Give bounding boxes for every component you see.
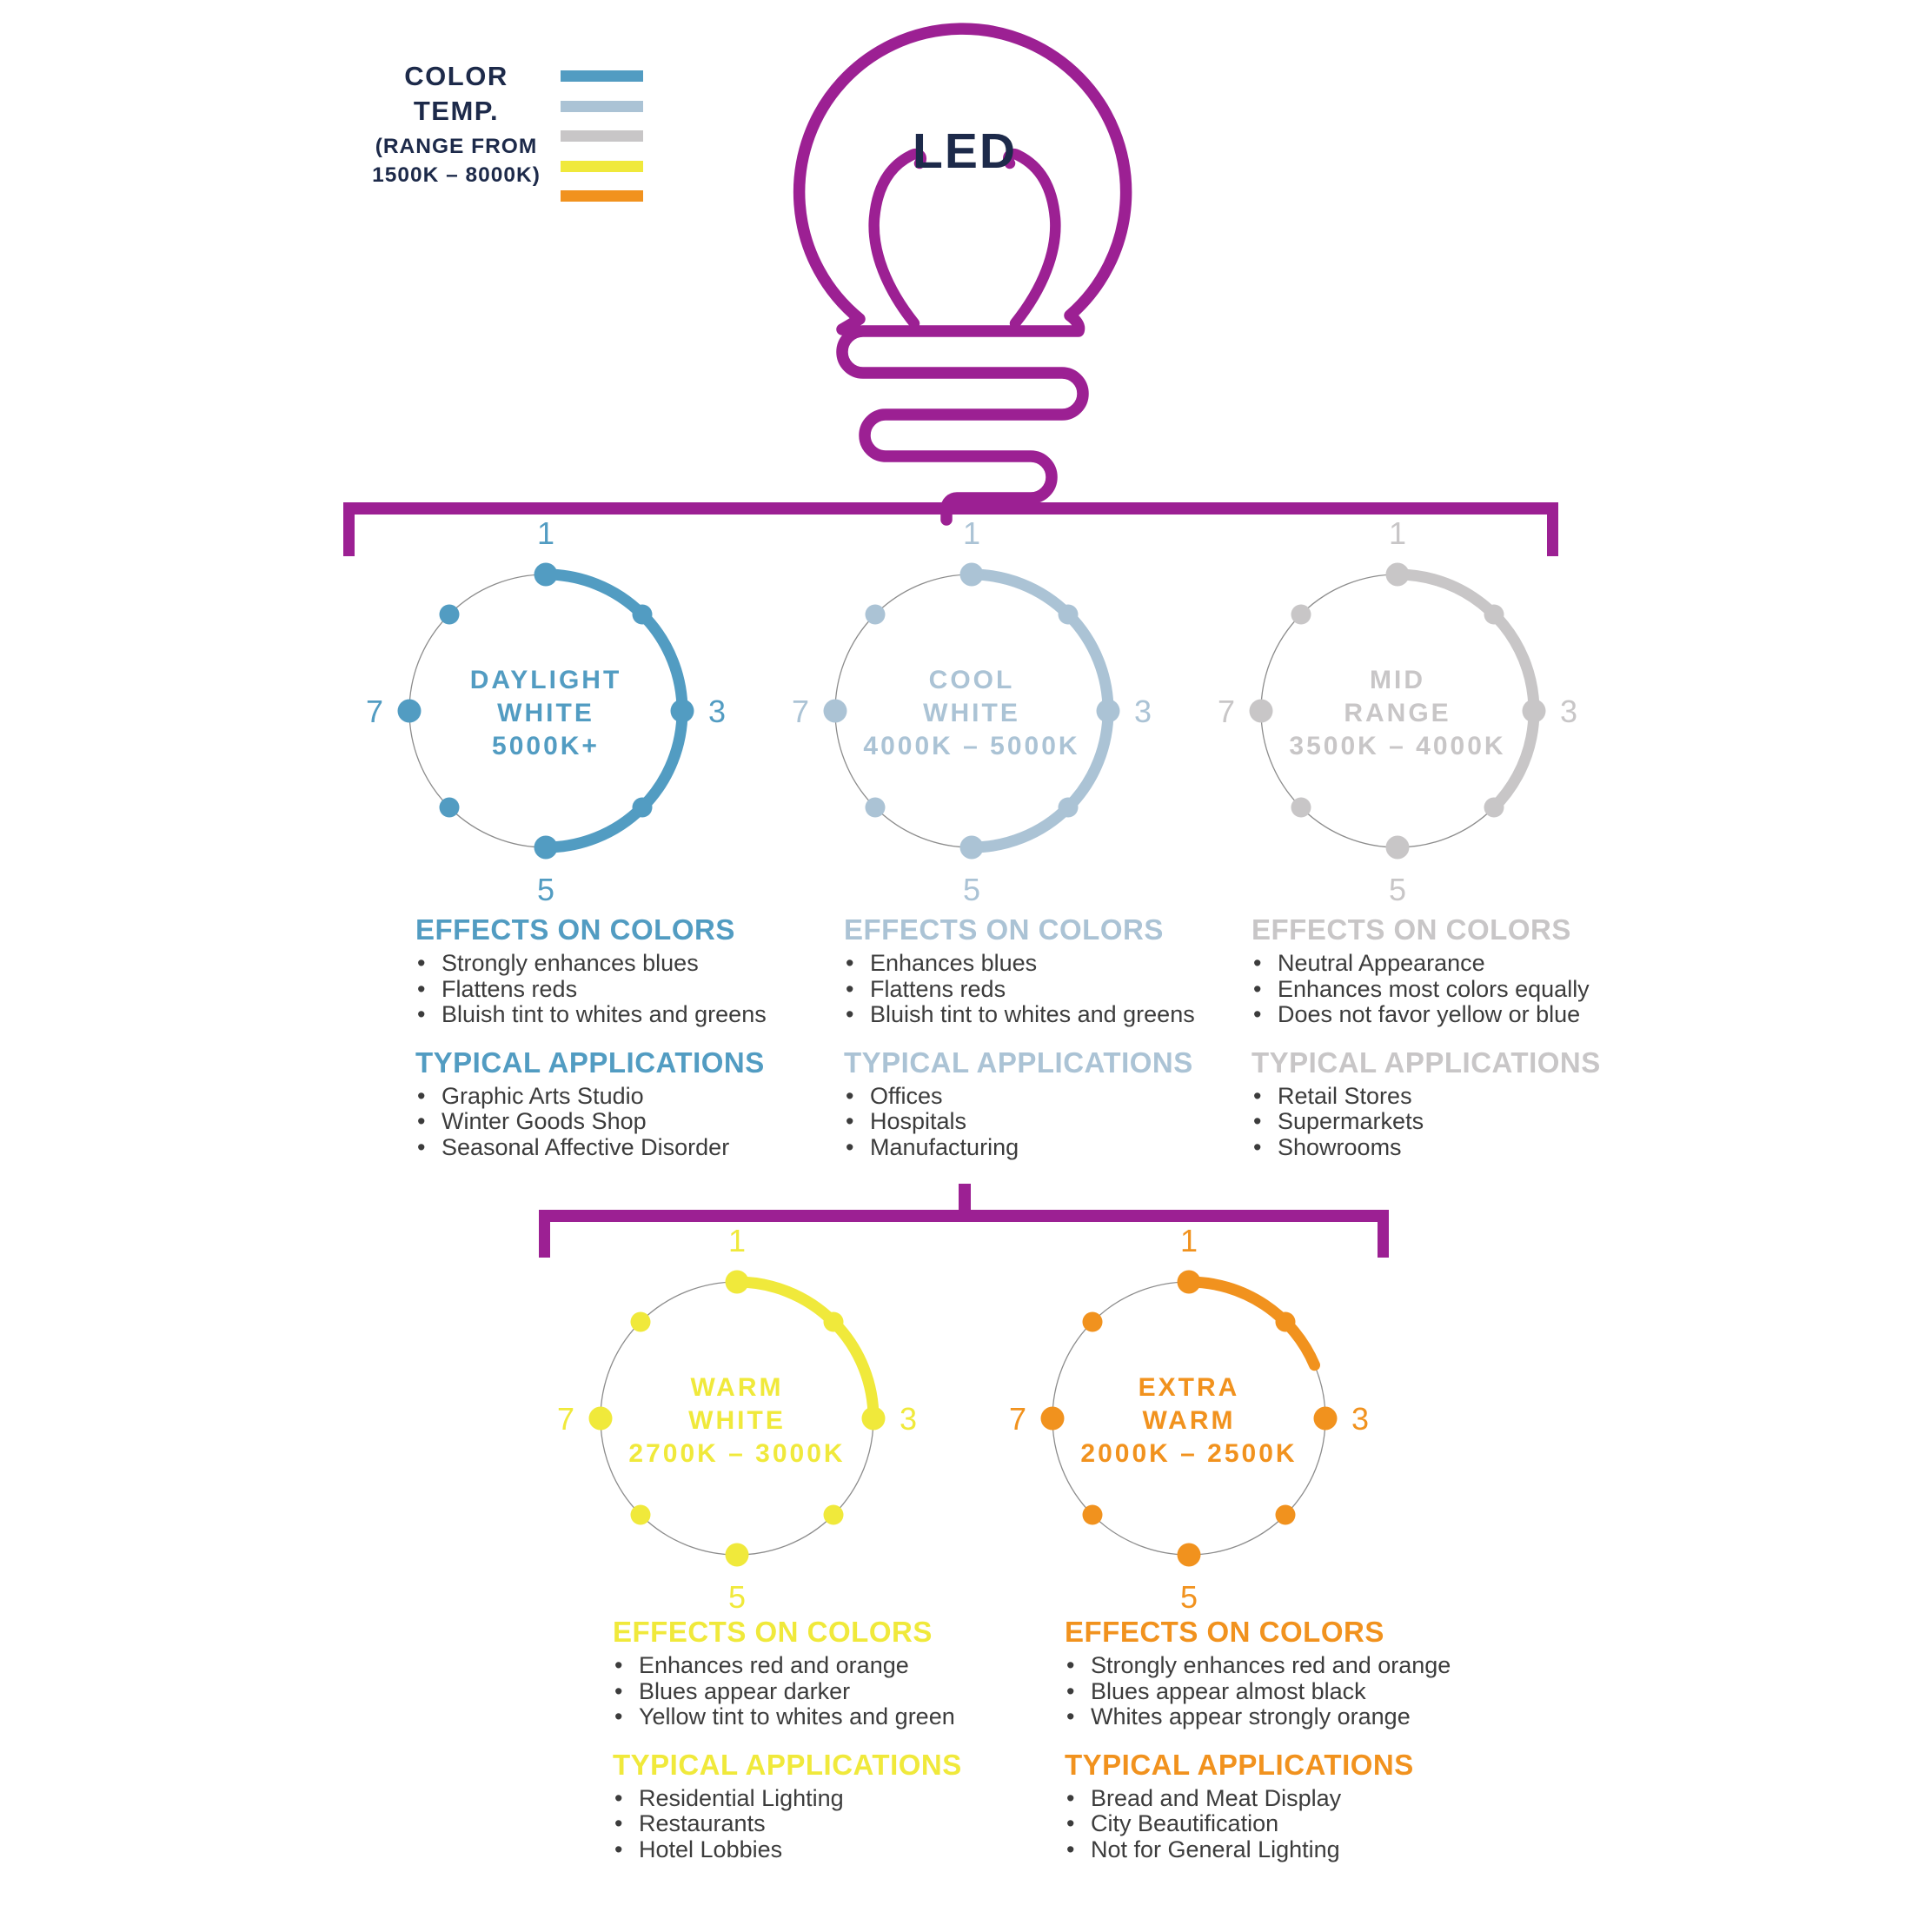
gauge-dot <box>824 1312 844 1332</box>
gauge-scale-label-5: 5 <box>536 872 555 907</box>
gauge-dot <box>534 836 558 860</box>
effects-item: • Yellow tint to whites and green <box>613 1704 1030 1730</box>
effects-item: • Flattens reds <box>844 977 1261 1003</box>
temp-name-line: WHITE <box>688 1406 786 1435</box>
effects-item: • Enhances red and orange <box>613 1653 1030 1679</box>
gauge-scale-label-1: 1 <box>962 515 981 551</box>
gauge-dot <box>1314 1407 1338 1431</box>
gauge-scale-label-1: 1 <box>1388 515 1407 551</box>
gauge-dot <box>862 1407 886 1431</box>
effects-list <box>415 951 833 1028</box>
gauge-dot <box>1484 798 1504 818</box>
gauge-dot <box>633 798 653 818</box>
temp-gauge-warm-white <box>520 1201 954 1636</box>
gauge-dot <box>1083 1505 1103 1525</box>
gauge-dot <box>1097 700 1120 723</box>
gauge-dot <box>1059 605 1079 625</box>
bulb-filament-left-icon <box>874 154 921 323</box>
temp-name-line: COOL <box>928 666 1015 694</box>
legend-title: COLOR TEMP. <box>404 61 508 126</box>
temp-gauge-extra-warm <box>972 1201 1406 1636</box>
gauge-scale-label-7: 7 <box>791 694 810 729</box>
effects-header: EFFECTS ON COLORS <box>613 1616 933 1648</box>
temp-details-warm-white <box>613 1617 1030 1862</box>
effects-header: EFFECTS ON COLORS <box>415 913 735 946</box>
effects-item: • Neutral Appearance <box>1251 951 1669 977</box>
temp-name-line: WARM <box>690 1373 784 1402</box>
temp-gauge-daylight-white <box>329 494 763 928</box>
gauge-range-arc <box>1189 1282 1315 1365</box>
effects-item: • Enhances most colors equally <box>1251 977 1669 1003</box>
temp-name-line: MID <box>1370 666 1425 694</box>
gauge-dot <box>726 1271 749 1294</box>
temp-name-line: WHITE <box>923 699 1020 727</box>
effects-item: • Blues appear almost black <box>1065 1679 1482 1705</box>
effects-item: • Bluish tint to whites and greens <box>415 1002 833 1028</box>
gauge-scale-label-3: 3 <box>899 1401 918 1437</box>
gauge-dot <box>1386 563 1410 587</box>
gauge-dot <box>440 605 460 625</box>
temp-details-cool-white <box>844 914 1261 1160</box>
gauge-dot <box>398 700 422 723</box>
temp-name-line: EXTRA <box>1138 1373 1240 1402</box>
applications-header: TYPICAL APPLICATIONS <box>613 1748 962 1781</box>
temp-details-mid-range <box>1251 914 1669 1160</box>
led-label: LED <box>913 123 1017 179</box>
applications-list <box>844 1084 1261 1161</box>
effects-list <box>1065 1653 1482 1730</box>
applications-list <box>1251 1084 1669 1161</box>
applications-item: • Showrooms <box>1251 1135 1669 1161</box>
applications-item: • Graphic Arts Studio <box>415 1084 833 1110</box>
applications-item: • Hospitals <box>844 1109 1261 1135</box>
temp-details-daylight-white <box>415 914 833 1160</box>
applications-item: • Offices <box>844 1084 1261 1110</box>
applications-item: • Residential Lighting <box>613 1786 1030 1812</box>
gauge-scale-label-3: 3 <box>1351 1401 1370 1437</box>
gauge-dot <box>1291 798 1311 818</box>
effects-item: • Flattens reds <box>415 977 833 1003</box>
temp-kelvin-range: 4000K – 5000K <box>863 732 1080 760</box>
effects-item: • Whites appear strongly orange <box>1065 1704 1482 1730</box>
gauge-dot <box>1276 1312 1296 1332</box>
gauge-dot <box>824 700 847 723</box>
gauge-scale-label-1: 1 <box>727 1223 747 1258</box>
gauge-dot <box>960 836 984 860</box>
temp-name-line: WARM <box>1142 1406 1236 1435</box>
gauge-dot <box>589 1407 613 1431</box>
gauge-scale-label-7: 7 <box>1008 1401 1027 1437</box>
temp-name-line: WHITE <box>497 699 594 727</box>
gauge-dot <box>1059 798 1079 818</box>
gauge-scale-label-7: 7 <box>556 1401 575 1437</box>
temp-kelvin-range: 2000K – 2500K <box>1080 1439 1298 1468</box>
gauge-dot <box>1276 1505 1296 1525</box>
effects-list <box>1251 951 1669 1028</box>
applications-header: TYPICAL APPLICATIONS <box>415 1046 765 1079</box>
gauge-scale-label-7: 7 <box>365 694 384 729</box>
gauge-scale-label-3: 3 <box>707 694 727 729</box>
applications-item: • City Beautification <box>1065 1811 1482 1837</box>
temp-kelvin-range: 3500K – 4000K <box>1289 732 1506 760</box>
effects-item: • Blues appear darker <box>613 1679 1030 1705</box>
effects-item: • Enhances blues <box>844 951 1261 977</box>
gauge-scale-label-1: 1 <box>536 515 555 551</box>
effects-header: EFFECTS ON COLORS <box>844 913 1164 946</box>
applications-item: • Restaurants <box>613 1811 1030 1837</box>
applications-list <box>415 1084 833 1161</box>
gauge-dot <box>1041 1407 1065 1431</box>
gauge-dot <box>1386 836 1410 860</box>
applications-list <box>1065 1786 1482 1863</box>
temp-details-extra-warm <box>1065 1617 1482 1862</box>
effects-item: • Bluish tint to whites and greens <box>844 1002 1261 1028</box>
gauge-dot <box>633 605 653 625</box>
applications-item: • Hotel Lobbies <box>613 1837 1030 1863</box>
gauge-dot <box>671 700 694 723</box>
gauge-dot <box>866 605 886 625</box>
effects-header: EFFECTS ON COLORS <box>1065 1616 1384 1648</box>
temp-gauge-cool-white <box>754 494 1189 928</box>
bulb-filament-right-icon <box>1008 154 1055 323</box>
applications-header: TYPICAL APPLICATIONS <box>844 1046 1193 1079</box>
gauge-scale-label-5: 5 <box>727 1579 747 1615</box>
gauge-dot <box>824 1505 844 1525</box>
gauge-dot <box>1523 700 1546 723</box>
legend-range-line-1: (RANGE FROM <box>375 135 538 158</box>
temp-gauge-mid-range <box>1180 494 1615 928</box>
gauge-dot <box>866 798 886 818</box>
applications-item: • Seasonal Affective Disorder <box>415 1135 833 1161</box>
gauge-dot <box>631 1312 651 1332</box>
gauge-dot <box>1250 700 1273 723</box>
effects-item: • Does not favor yellow or blue <box>1251 1002 1669 1028</box>
effects-list <box>844 951 1261 1028</box>
gauge-dot <box>726 1544 749 1567</box>
gauge-dot <box>534 563 558 587</box>
applications-header: TYPICAL APPLICATIONS <box>1065 1748 1414 1781</box>
gauge-scale-label-1: 1 <box>1179 1223 1198 1258</box>
effects-header: EFFECTS ON COLORS <box>1251 913 1571 946</box>
gauge-dot <box>1178 1271 1201 1294</box>
applications-item: • Supermarkets <box>1251 1109 1669 1135</box>
applications-item: • Manufacturing <box>844 1135 1261 1161</box>
gauge-scale-label-5: 5 <box>1179 1579 1198 1615</box>
gauge-dot <box>631 1505 651 1525</box>
applications-item: • Retail Stores <box>1251 1084 1669 1110</box>
gauge-scale-label-5: 5 <box>1388 872 1407 907</box>
gauge-scale-label-3: 3 <box>1559 694 1578 729</box>
gauge-dot <box>1484 605 1504 625</box>
gauge-dot <box>1083 1312 1103 1332</box>
gauge-scale-label-5: 5 <box>962 872 981 907</box>
gauge-scale-label-7: 7 <box>1217 694 1236 729</box>
temp-kelvin-range: 2700K – 3000K <box>628 1439 846 1468</box>
gauge-scale-label-3: 3 <box>1133 694 1152 729</box>
gauge-dot <box>440 798 460 818</box>
bulb-outline <box>800 29 1126 520</box>
gauge-dot <box>960 563 984 587</box>
applications-list <box>613 1786 1030 1863</box>
gauge-dot <box>1178 1544 1201 1567</box>
legend-range-line-2: 1500K – 8000K) <box>372 163 541 187</box>
led-bulb-icon <box>800 29 1126 520</box>
applications-item: • Not for General Lighting <box>1065 1837 1482 1863</box>
gauge-dot <box>1291 605 1311 625</box>
effects-item: • Strongly enhances blues <box>415 951 833 977</box>
effects-item: • Strongly enhances red and orange <box>1065 1653 1482 1679</box>
temp-name-line: RANGE <box>1344 699 1451 727</box>
applications-header: TYPICAL APPLICATIONS <box>1251 1046 1601 1079</box>
applications-item: • Winter Goods Shop <box>415 1109 833 1135</box>
applications-item: • Bread and Meat Display <box>1065 1786 1482 1812</box>
temp-name-line: DAYLIGHT <box>469 666 622 694</box>
effects-list <box>613 1653 1030 1730</box>
temp-kelvin-range: 5000K+ <box>492 732 600 760</box>
